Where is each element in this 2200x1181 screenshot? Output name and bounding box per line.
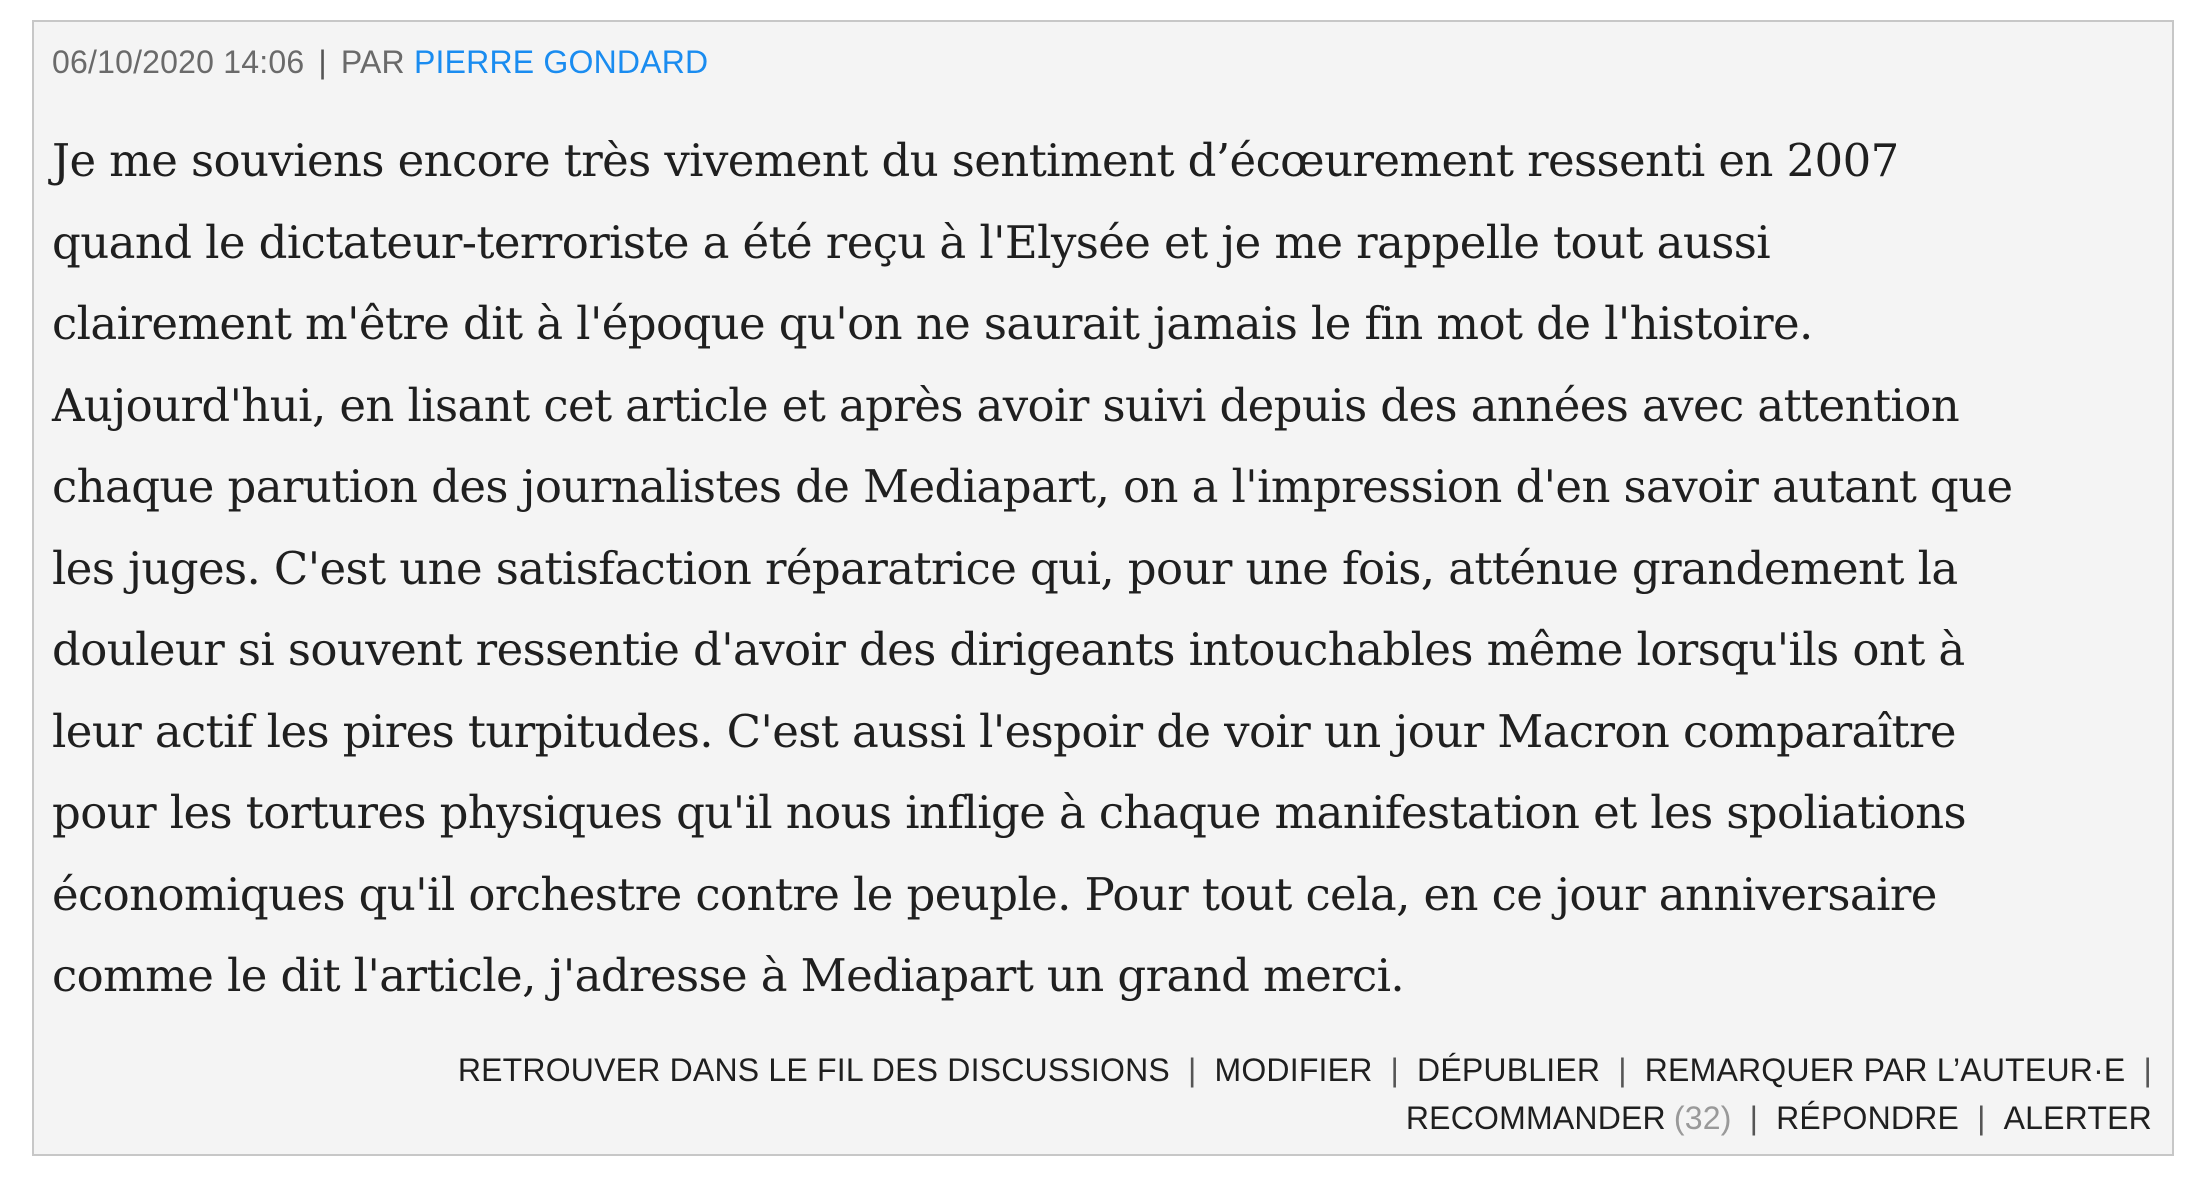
- comment-actions: [458, 1046, 2152, 1142]
- action-separator: |: [1618, 1052, 1627, 1088]
- report-link[interactable]: ALERTER: [2003, 1100, 2152, 1136]
- find-in-thread-link[interactable]: RETROUVER DANS LE FIL DES DISCUSSIONS: [457, 1052, 1170, 1088]
- comment-meta: [52, 44, 708, 81]
- author-link[interactable]: PIERRE GONDARD: [413, 44, 709, 80]
- comment-card: [32, 20, 2174, 1156]
- action-separator: |: [2143, 1052, 2152, 1088]
- unpublish-link[interactable]: DÉPUBLIER: [1417, 1052, 1601, 1088]
- action-separator: |: [1749, 1100, 1759, 1136]
- comment-body: Je me souviens encore très vivement du sentiment d’écœurement ressenti en 2007 quand le dictateur-terroriste a été reçu à l'Elysée et je me rappelle tout aussi clairement m'être dit à l'époque qu'on ne saurait jamais le fin mot de l'histoire. Aujourd'hui, en lisant cet article et après avoir suivi depuis des années avec attention chaque parution des journalistes de Mediapart, on a l'impression d'en savoir autant que les juges. C'est une satisfaction réparatrice qui, pour une fois, atténue grandement la douleur si souvent ressentie d'avoir des dirigeants intouchables même lorsqu'ils ont à leur actif les pires turpitudes. C'est aussi l'espoir de voir un jour Macron comparaître pour les tortures physiques qu'il nous inflige à chaque manifestation et les spoliations économiques qu'il orchestre contre le peuple. Pour tout cela, en ce jour anniversaire comme le dit l'article, j'adresse à Mediapart un grand merci.: [52, 134, 2013, 1002]
- action-separator: |: [1977, 1100, 1986, 1136]
- edit-link[interactable]: MODIFIER: [1214, 1052, 1373, 1088]
- actions-row-2: [458, 1094, 2152, 1142]
- comment-date: 06/10/2020 14:06: [52, 44, 305, 80]
- highlight-by-author-link[interactable]: REMARQUER PAR L’AUTEUR·E: [1644, 1052, 2126, 1088]
- meta-separator: |: [318, 44, 327, 80]
- recommend-label: RECOMMANDER: [1405, 1100, 1666, 1136]
- action-separator: |: [1390, 1052, 1400, 1088]
- action-separator: |: [1187, 1052, 1197, 1088]
- recommend-link[interactable]: [1406, 1100, 1732, 1136]
- reply-link[interactable]: RÉPONDRE: [1776, 1100, 1960, 1136]
- recommend-count: (32): [1673, 1100, 1732, 1136]
- actions-row-1: [458, 1046, 2152, 1094]
- by-label: PAR: [340, 44, 405, 80]
